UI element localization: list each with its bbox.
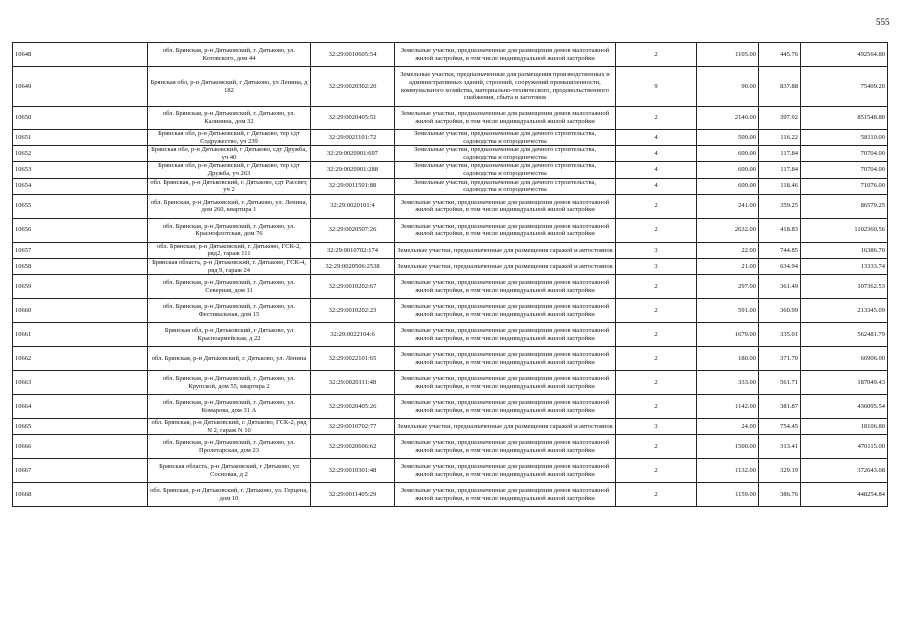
cell-cadastral-number: 32:29:0011501:88 — [311, 178, 395, 194]
cell-group: 2 — [616, 459, 697, 483]
cell-group: 2 — [616, 347, 697, 371]
cell-cadastral-number: 32:29:0020506:2538 — [311, 258, 395, 274]
table-row — [13, 483, 888, 507]
cell-address: обл. Брянская, р-н Дятьковский, г. Дятьково, ул. Котовского, дом 44 — [148, 43, 311, 67]
table-row — [13, 395, 888, 419]
cell-group: 3 — [616, 242, 697, 258]
cell-address: обл. Брянская, р-н Дятьковский, г. Дятьково, ГСК-2, ряд N 2, гараж N 10 — [148, 419, 311, 435]
cell-group: 4 — [616, 130, 697, 146]
table-row — [13, 258, 888, 274]
cell-address: Брянская обл, р-н Дятьковский, г Дятьково, ул Ленина, д 182 — [148, 67, 311, 107]
cell-area: 500.00 — [697, 130, 759, 146]
table-row — [13, 162, 888, 178]
cell-area: 600.00 — [697, 178, 759, 194]
cell-group: 2 — [616, 483, 697, 507]
cell-cadastral-value: 1102360.56 — [801, 218, 888, 242]
cell-land-use: Земельные участки, предназначенные для размещения домов малоэтажной жилой застройки, в том числе индивидуальной жилой застройки — [395, 347, 616, 371]
cell-cadastral-number: 32:29:0020507:26 — [311, 218, 395, 242]
cell-cadastral-number: 32:29:0022101:65 — [311, 347, 395, 371]
cell-unit-value: 634.94 — [759, 258, 801, 274]
cell-unit-value: 117.84 — [759, 146, 801, 162]
cell-row-number: 10664 — [13, 395, 148, 419]
cell-land-use: Земельные участки, предназначенные для дачного строительства, садоводства и огородничества — [395, 146, 616, 162]
table-row — [13, 194, 888, 218]
cell-unit-value: 754.45 — [759, 419, 801, 435]
cell-row-number: 10657 — [13, 242, 148, 258]
cell-cadastral-value: 58110.00 — [801, 130, 888, 146]
cell-unit-value: 329.19 — [759, 459, 801, 483]
cell-cadastral-value: 13333.74 — [801, 258, 888, 274]
cell-area: 2140.00 — [697, 107, 759, 130]
cell-land-use: Земельные участки, предназначенные для размещения производственных и административных зданий, строений, сооружений промышленности, коммунального хозяйства, материально-технического, продовольственного снабжения, сбыта и заготовок — [395, 67, 616, 107]
table-row — [13, 43, 888, 67]
table-row — [13, 218, 888, 242]
cell-row-number: 10661 — [13, 323, 148, 347]
table-row — [13, 299, 888, 323]
cell-row-number: 10650 — [13, 107, 148, 130]
cell-cadastral-value: 187049.43 — [801, 371, 888, 395]
cell-row-number: 10660 — [13, 299, 148, 323]
table-row — [13, 178, 888, 194]
table-row — [13, 419, 888, 435]
table-row — [13, 347, 888, 371]
cell-cadastral-number: 32:29:0020405:26 — [311, 395, 395, 419]
cell-area: 1679.00 — [697, 323, 759, 347]
table-row — [13, 459, 888, 483]
cell-land-use: Земельные участки, предназначенные для размещения гаражей и автостоянок — [395, 258, 616, 274]
cell-address: обл. Брянская, р-н Дятьковский, г. Дятьково, ул. Крупской, дом 55, квартира 2 — [148, 371, 311, 395]
cell-land-use: Земельные участки, предназначенные для размещения домов малоэтажной жилой застройки, в том числе индивидуальной жилой застройки — [395, 107, 616, 130]
table-row — [13, 323, 888, 347]
cell-cadastral-value: 107362.53 — [801, 275, 888, 299]
cell-address: Брянская обл, р-н Дятьковский, г Дятьково, тер сдт Содружество, уч 239 — [148, 130, 311, 146]
cell-cadastral-number: 32:29:0020101:4 — [311, 194, 395, 218]
cell-land-use: Земельные участки, предназначенные для размещения домов малоэтажной жилой застройки, в том числе индивидуальной жилой застройки — [395, 275, 616, 299]
cell-group: 2 — [616, 323, 697, 347]
cell-row-number: 10654 — [13, 178, 148, 194]
cell-area: 333.00 — [697, 371, 759, 395]
cell-unit-value: 116.22 — [759, 130, 801, 146]
cell-address: обл. Брянская, р-н Дятьковский, г. Дятьково, ул. Фестивальная, дом 15 — [148, 299, 311, 323]
cell-area: 24.00 — [697, 419, 759, 435]
cell-cadastral-number: 32:29:0020405:51 — [311, 107, 395, 130]
cell-address: обл. Брянская, р-н Дятьковский, г. Дятьково, ул. Калинина, дом 32 — [148, 107, 311, 130]
cell-land-use: Земельные участки, предназначенные для размещения домов малоэтажной жилой застройки, в том числе индивидуальной жилой застройки — [395, 218, 616, 242]
cell-address: Брянская обл, р-н Дятьковский, г Дятьково, ул Красноармейская, д 22 — [148, 323, 311, 347]
cell-land-use: Земельные участки, предназначенные для дачного строительства, садоводства и огородничества — [395, 162, 616, 178]
cell-cadastral-number: 32:29:0010202:23 — [311, 299, 395, 323]
cell-cadastral-number: 32:29:0020901:288 — [311, 162, 395, 178]
cell-row-number: 10649 — [13, 67, 148, 107]
cell-address: обл. Брянская, р-н Дятьковский, г. Дятьково, ул. Краснофлотская, дом 76 — [148, 218, 311, 242]
cell-unit-value: 371.70 — [759, 347, 801, 371]
cell-group: 4 — [616, 146, 697, 162]
cell-land-use: Земельные участки, предназначенные для дачного строительства, садоводства и огородничества — [395, 130, 616, 146]
cell-unit-value: 837.88 — [759, 67, 801, 107]
cell-address: обл. Брянская, р-н Дятьковский, г. Дятьково, ул. Комарова, дом 31 А — [148, 395, 311, 419]
cell-cadastral-value: 470115.00 — [801, 435, 888, 459]
table-row — [13, 242, 888, 258]
cell-unit-value: 397.92 — [759, 107, 801, 130]
cell-group: 9 — [616, 67, 697, 107]
cell-area: 90.00 — [697, 67, 759, 107]
cell-row-number: 10659 — [13, 275, 148, 299]
cell-land-use: Земельные участки, предназначенные для размещения домов малоэтажной жилой застройки, в том числе индивидуальной жилой застройки — [395, 43, 616, 67]
cell-cadastral-value: 372643.08 — [801, 459, 888, 483]
cell-area: 22.00 — [697, 242, 759, 258]
cell-cadastral-number: 32:29:0010202:67 — [311, 275, 395, 299]
cell-cadastral-value: 16386.70 — [801, 242, 888, 258]
cell-cadastral-value: 562481.79 — [801, 323, 888, 347]
cell-land-use: Земельные участки, предназначенные для размещения домов малоэтажной жилой застройки, в том числе индивидуальной жилой застройки — [395, 395, 616, 419]
cell-row-number: 10665 — [13, 419, 148, 435]
cell-row-number: 10651 — [13, 130, 148, 146]
cell-area: 1500.00 — [697, 435, 759, 459]
cell-area: 1132.00 — [697, 459, 759, 483]
cell-cadastral-number: 32:29:0020606:62 — [311, 435, 395, 459]
cell-cadastral-number: 32:29:0010702:174 — [311, 242, 395, 258]
table-row — [13, 130, 888, 146]
cell-cadastral-number: 32:29:0022104:6 — [311, 323, 395, 347]
cell-area: 241.00 — [697, 194, 759, 218]
table-row — [13, 371, 888, 395]
cell-group: 2 — [616, 299, 697, 323]
cell-address: Брянская обл, р-н Дятьковский, г Дятьково, сдт Дружба, уч 40 — [148, 146, 311, 162]
table-body — [13, 43, 888, 507]
cell-unit-value: 418.83 — [759, 218, 801, 242]
cell-cadastral-number: 32:29:0011405:29 — [311, 483, 395, 507]
cell-row-number: 10652 — [13, 146, 148, 162]
cell-area: 1142.00 — [697, 395, 759, 419]
cell-group: 2 — [616, 194, 697, 218]
cell-group: 3 — [616, 258, 697, 274]
cell-land-use: Земельные участки, предназначенные для дачного строительства, садоводства и огородничества — [395, 178, 616, 194]
cell-row-number: 10666 — [13, 435, 148, 459]
cell-land-use: Земельные участки, предназначенные для размещения домов малоэтажной жилой застройки, в том числе индивидуальной жилой застройки — [395, 323, 616, 347]
cell-row-number: 10668 — [13, 483, 148, 507]
cell-address: обл. Брянская, р-н Дятьковский, г. Дятьково, сдт Рассвет, уч 2 — [148, 178, 311, 194]
cell-row-number: 10656 — [13, 218, 148, 242]
cell-land-use: Земельные участки, предназначенные для размещения домов малоэтажной жилой застройки, в том числе индивидуальной жилой застройки — [395, 371, 616, 395]
cell-cadastral-value: 70704.00 — [801, 146, 888, 162]
cell-cadastral-number: 32:29:0021101:72 — [311, 130, 395, 146]
cell-area: 600.00 — [697, 146, 759, 162]
cell-group: 4 — [616, 162, 697, 178]
table-row — [13, 146, 888, 162]
cell-address: обл. Брянская, р-н Дятьковский, г. Дятьково, ул. Ленина — [148, 347, 311, 371]
cell-group: 2 — [616, 275, 697, 299]
cell-address: обл. Брянская, р-н Дятьковский, г. Дятьково, ул. Герцена, дом 10 — [148, 483, 311, 507]
cell-group: 2 — [616, 218, 697, 242]
cell-unit-value: 118.46 — [759, 178, 801, 194]
cell-group: 3 — [616, 419, 697, 435]
cell-cadastral-value: 448254.84 — [801, 483, 888, 507]
cell-cadastral-value: 86579.25 — [801, 194, 888, 218]
cell-address: обл. Брянская, р-н Дятьковский, г. Дятьково, ул. Пролетарская, дом 23 — [148, 435, 311, 459]
page-number: 555 — [876, 17, 890, 27]
cell-group: 2 — [616, 395, 697, 419]
cell-cadastral-number: 32:29:0010301:48 — [311, 459, 395, 483]
cell-address: Брянская обл, р-н Дятьковский, г Дятьково, тер сдт Дружба, уч 263 — [148, 162, 311, 178]
cell-address: Брянская область, р-н Дятьковский, г. Дятьково, ГСК-4, ряд 9, гараж 24 — [148, 258, 311, 274]
cell-unit-value: 335.01 — [759, 323, 801, 347]
cell-area: 2632.00 — [697, 218, 759, 242]
cell-group: 2 — [616, 43, 697, 67]
cell-land-use: Земельные участки, предназначенные для размещения домов малоэтажной жилой застройки, в том числе индивидуальной жилой застройки — [395, 299, 616, 323]
cell-cadastral-value: 436095.54 — [801, 395, 888, 419]
cell-address: обл. Брянская, р-н Дятьковский, г. Дятьково, ГСК-2, ряд2, гараж 111 — [148, 242, 311, 258]
cell-area: 21.00 — [697, 258, 759, 274]
cell-row-number: 10648 — [13, 43, 148, 67]
cell-unit-value: 744.85 — [759, 242, 801, 258]
cell-cadastral-value: 71076.00 — [801, 178, 888, 194]
cell-address: обл. Брянская, р-н Дятьковский, г. Дятьково, ул. Ленина, дом 260, квартира 1 — [148, 194, 311, 218]
cell-unit-value: 117.84 — [759, 162, 801, 178]
cell-cadastral-number: 32:29:0020901:697 — [311, 146, 395, 162]
cell-unit-value: 361.49 — [759, 275, 801, 299]
cell-address: Брянская область, р-н Дятьковский, г Дятьково, ул Сосновая, д 2 — [148, 459, 311, 483]
cell-area: 600.00 — [697, 162, 759, 178]
cell-unit-value: 359.25 — [759, 194, 801, 218]
cell-cadastral-value: 75409.20 — [801, 67, 888, 107]
cell-group: 2 — [616, 107, 697, 130]
table-row — [13, 107, 888, 130]
cell-cadastral-number: 32:29:0020302:20 — [311, 67, 395, 107]
cell-cadastral-number: 32:29:0020111:48 — [311, 371, 395, 395]
cell-cadastral-value: 851548.80 — [801, 107, 888, 130]
cell-group: 2 — [616, 435, 697, 459]
cell-land-use: Земельные участки, предназначенные для размещения домов малоэтажной жилой застройки, в том числе индивидуальной жилой застройки — [395, 459, 616, 483]
cell-cadastral-number: 32:29:0010702:77 — [311, 419, 395, 435]
cell-cadastral-number: 32:29:0010605:54 — [311, 43, 395, 67]
cell-group: 4 — [616, 178, 697, 194]
table-row — [13, 435, 888, 459]
cell-row-number: 10663 — [13, 371, 148, 395]
cell-unit-value: 445.76 — [759, 43, 801, 67]
cell-row-number: 10655 — [13, 194, 148, 218]
cell-address: обл. Брянская, р-н Дятьковский, г. Дятьково, ул. Северная, дом 11 — [148, 275, 311, 299]
cell-row-number: 10667 — [13, 459, 148, 483]
cell-row-number: 10658 — [13, 258, 148, 274]
cell-unit-value: 561.71 — [759, 371, 801, 395]
cell-cadastral-value: 492564.80 — [801, 43, 888, 67]
cell-land-use: Земельные участки, предназначенные для размещения домов малоэтажной жилой застройки, в том числе индивидуальной жилой застройки — [395, 483, 616, 507]
cell-unit-value: 381.87 — [759, 395, 801, 419]
cell-unit-value: 360.99 — [759, 299, 801, 323]
cell-area: 180.00 — [697, 347, 759, 371]
cell-land-use: Земельные участки, предназначенные для размещения домов малоэтажной жилой застройки, в том числе индивидуальной жилой застройки — [395, 435, 616, 459]
cell-cadastral-value: 70704.00 — [801, 162, 888, 178]
cadastral-registry-table — [12, 42, 888, 507]
cell-cadastral-value: 213345.09 — [801, 299, 888, 323]
cell-area: 1159.00 — [697, 483, 759, 507]
cell-unit-value: 386.76 — [759, 483, 801, 507]
table-row — [13, 275, 888, 299]
cell-land-use: Земельные участки, предназначенные для размещения домов малоэтажной жилой застройки, в том числе индивидуальной жилой застройки — [395, 194, 616, 218]
cell-cadastral-value: 66906.00 — [801, 347, 888, 371]
cell-area: 297.00 — [697, 275, 759, 299]
cell-unit-value: 313.41 — [759, 435, 801, 459]
table-row — [13, 67, 888, 107]
cell-row-number: 10662 — [13, 347, 148, 371]
cell-area: 1105.00 — [697, 43, 759, 67]
cell-area: 591.00 — [697, 299, 759, 323]
cell-cadastral-value: 18106.80 — [801, 419, 888, 435]
cell-group: 2 — [616, 371, 697, 395]
cell-land-use: Земельные участки, предназначенные для размещения гаражей и автостоянок — [395, 419, 616, 435]
cell-land-use: Земельные участки, предназначенные для размещения гаражей и автостоянок — [395, 242, 616, 258]
cell-row-number: 10653 — [13, 162, 148, 178]
